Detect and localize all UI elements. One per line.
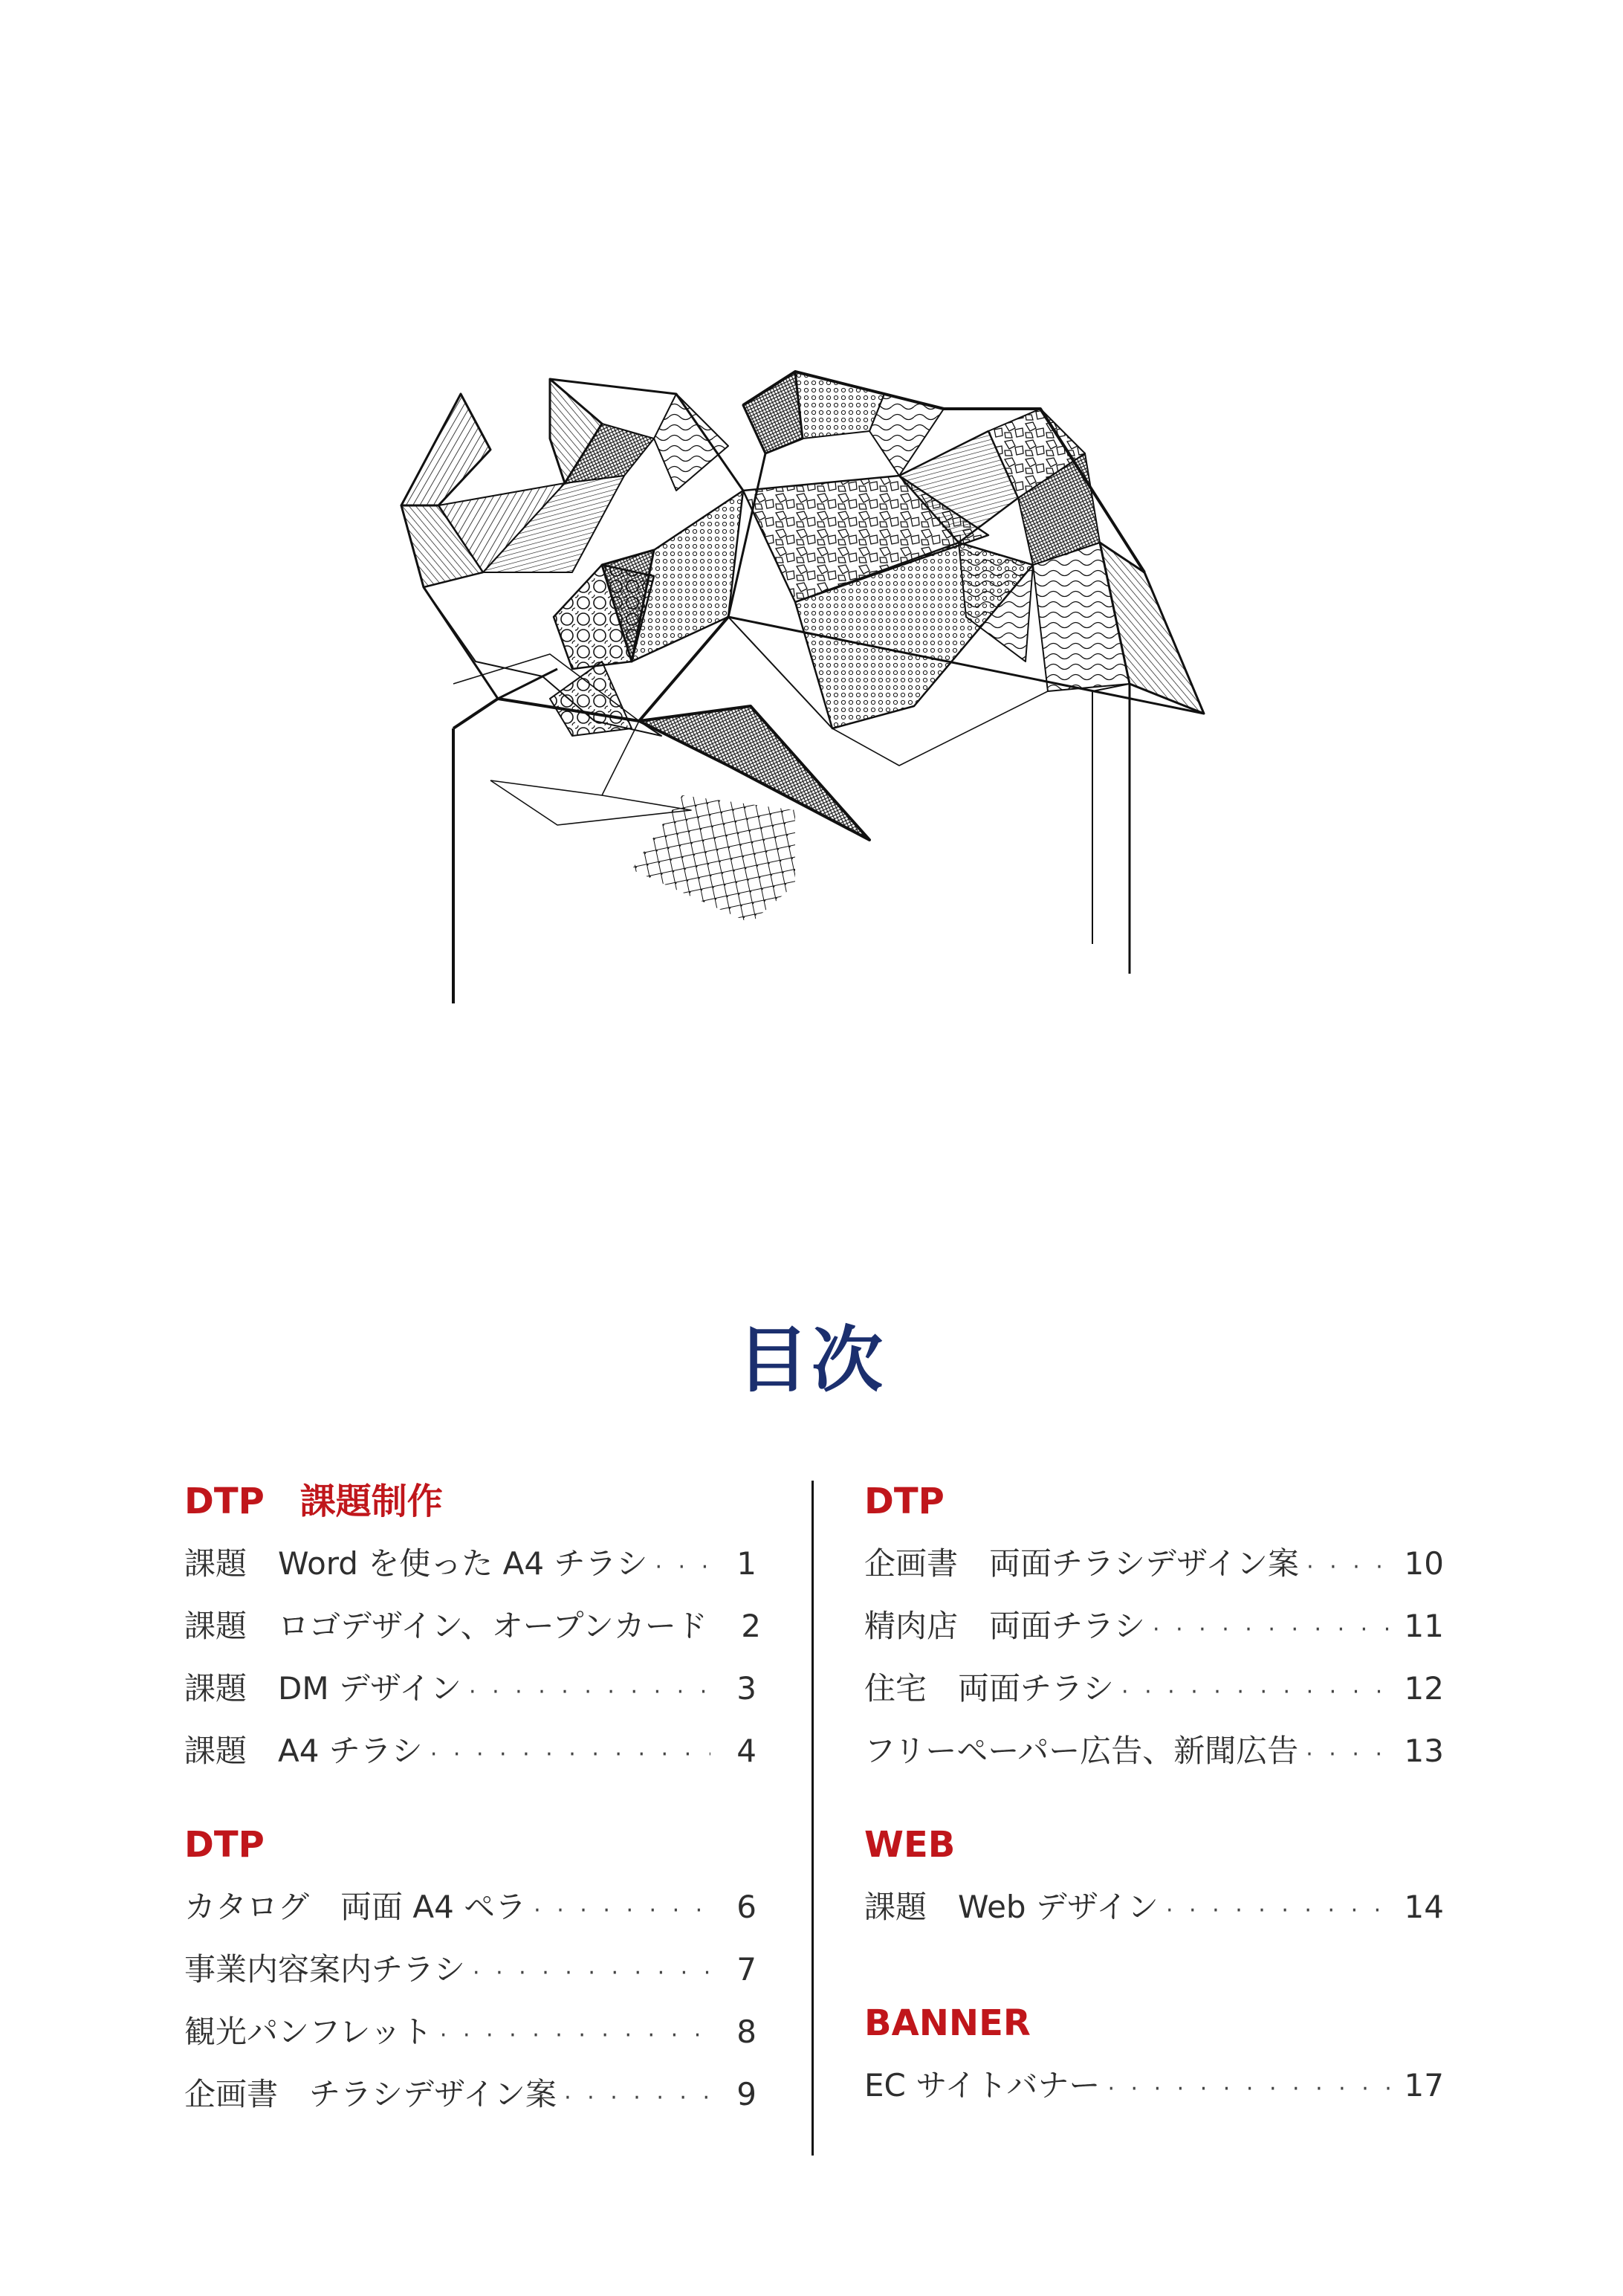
entry-title: 課題 A4 チラシ bbox=[184, 1733, 423, 1769]
toc-entry[interactable] bbox=[184, 1876, 757, 1938]
entry-title: 課題 Web デザイン bbox=[864, 1889, 1159, 1925]
entry-page-number: 17 bbox=[1404, 2067, 1444, 2103]
toc-entry[interactable] bbox=[864, 1533, 1444, 1595]
entry-title: 課題 DM デザイン bbox=[184, 1670, 461, 1707]
entry-title: 企画書 チラシデザイン案 bbox=[184, 2076, 557, 2112]
dot-leader bbox=[1153, 1599, 1397, 1661]
entry-page-number: 1 bbox=[736, 1545, 757, 1582]
section-heading: DTP bbox=[184, 1824, 265, 1866]
toc-section bbox=[184, 1823, 757, 2126]
entry-page-number: 9 bbox=[736, 2076, 757, 2112]
toc-section bbox=[864, 1823, 1444, 1938]
entry-title: 住宅 両面チラシ bbox=[864, 1670, 1115, 1707]
toc-section bbox=[184, 1479, 761, 1782]
entry-page-number: 2 bbox=[741, 1608, 761, 1644]
dot-leader bbox=[440, 2005, 710, 2067]
toc-entry[interactable] bbox=[184, 2001, 757, 2063]
toc-entry[interactable] bbox=[864, 2054, 1444, 2117]
geometric-illustration bbox=[379, 349, 1263, 1003]
entry-title: 観光パンフレット bbox=[184, 2014, 433, 2050]
entry-title: EC サイトバナー bbox=[864, 2067, 1101, 2103]
entry-title: 課題 Word を使った A4 チラシ bbox=[184, 1545, 648, 1582]
dot-leader bbox=[1306, 1536, 1396, 1599]
toc-entry[interactable] bbox=[184, 1720, 757, 1782]
section-heading: WEB bbox=[864, 1824, 956, 1866]
toc-section bbox=[864, 2001, 1444, 2117]
entry-page-number: 13 bbox=[1404, 1733, 1444, 1769]
entry-title: カタログ 両面 A4 ペラ bbox=[184, 1889, 527, 1925]
entry-page-number: 7 bbox=[736, 1951, 757, 1988]
toc-entry[interactable] bbox=[864, 1595, 1444, 1658]
toc-entry[interactable] bbox=[864, 1876, 1444, 1938]
entry-page-number: 12 bbox=[1404, 1670, 1444, 1707]
toc-entry[interactable] bbox=[864, 1658, 1444, 1720]
entry-title: 企画書 両面チラシデザイン案 bbox=[864, 1545, 1300, 1582]
dot-leader bbox=[655, 1536, 710, 1599]
dot-leader bbox=[564, 2067, 710, 2130]
dot-leader bbox=[473, 1942, 710, 2005]
entry-page-number: 3 bbox=[736, 1670, 757, 1707]
column-divider bbox=[812, 1481, 814, 2156]
section-heading: DTP 課題制作 bbox=[184, 1481, 443, 1522]
entry-page-number: 14 bbox=[1404, 1889, 1444, 1925]
dot-leader bbox=[1121, 1661, 1397, 1724]
toc-entry[interactable] bbox=[184, 1533, 757, 1595]
toc-entry[interactable] bbox=[184, 2063, 757, 2126]
entry-title: 課題 ロゴデザイン、オープンカード bbox=[184, 1608, 707, 1644]
dot-leader bbox=[469, 1661, 710, 1724]
dot-leader bbox=[1107, 2058, 1396, 2121]
entry-page-number: 11 bbox=[1404, 1608, 1444, 1644]
toc-section bbox=[864, 1479, 1444, 1782]
entry-page-number: 8 bbox=[736, 2014, 757, 2050]
dot-leader bbox=[534, 1880, 710, 1942]
dot-leader bbox=[430, 1724, 710, 1786]
toc-entry[interactable] bbox=[184, 1658, 757, 1720]
entry-page-number: 4 bbox=[736, 1733, 757, 1769]
section-heading: BANNER bbox=[864, 2002, 1031, 2044]
entry-page-number: 10 bbox=[1404, 1545, 1444, 1582]
entry-title: 事業内容案内チラシ bbox=[184, 1951, 466, 1988]
entry-page-number: 6 bbox=[736, 1889, 757, 1925]
toc-entry[interactable] bbox=[184, 1595, 761, 1658]
page-title: 目次 bbox=[737, 1319, 886, 1402]
entry-title: フリーペーパー広告、新聞広告 bbox=[864, 1733, 1299, 1769]
section-heading: DTP bbox=[864, 1481, 945, 1522]
dot-leader bbox=[1166, 1880, 1397, 1942]
dot-leader bbox=[1306, 1724, 1396, 1786]
entry-title: 精肉店 両面チラシ bbox=[864, 1608, 1146, 1644]
toc-entry[interactable] bbox=[864, 1720, 1444, 1782]
toc-entry[interactable] bbox=[184, 1938, 757, 2001]
